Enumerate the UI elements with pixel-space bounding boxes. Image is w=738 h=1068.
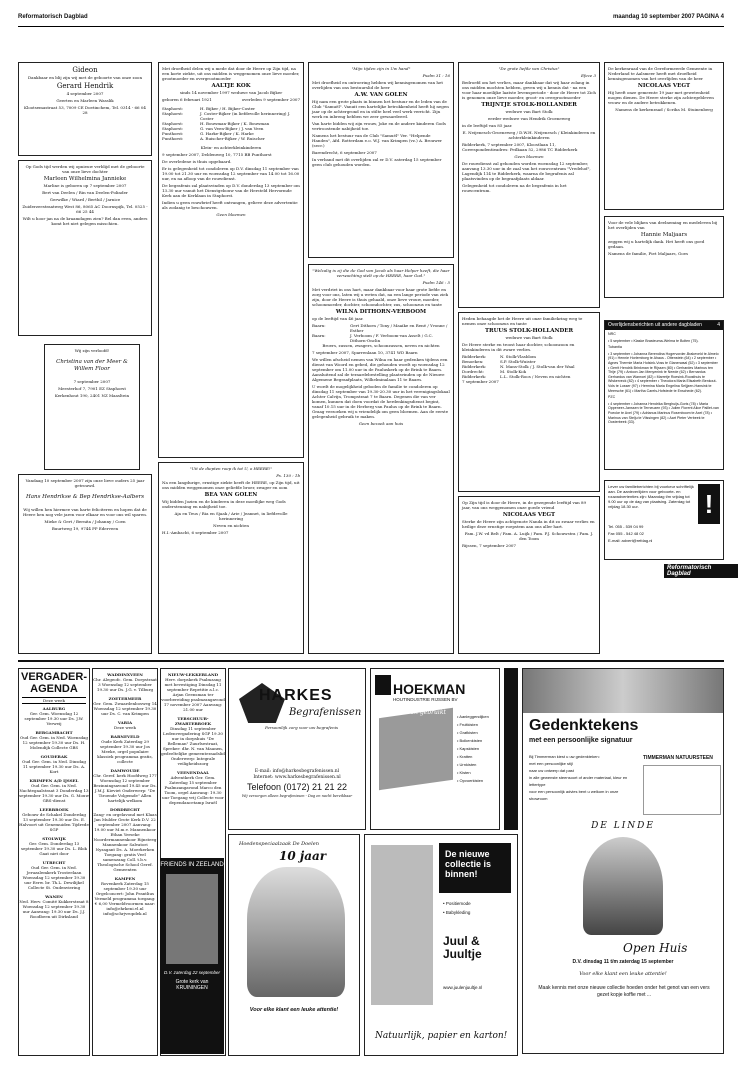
family-place: Ridderkerk: — [462, 354, 487, 359]
friends-ad — [160, 858, 224, 1054]
ad-children: Mieke & Gert / Bernita / Johanny / Coen — [44, 519, 126, 524]
family-place: Staphorst: — [162, 111, 184, 116]
open-huis-date: D.V. dinsdag 11 t/m zaterdag 15 september — [572, 959, 674, 965]
born-date: geboren 6 februari 1921 — [162, 97, 212, 102]
deceased-name: TRUUS STOLK-HOLLANDER — [484, 328, 574, 334]
ad-family: Neven en nichten — [213, 523, 249, 528]
hoekman-sub: HOUTINDUSTRIE RIJSSEN BV — [393, 697, 458, 702]
agenda-place: LEERBROEK — [39, 807, 69, 812]
agenda-place: DORDRECHT — [109, 807, 141, 812]
agenda-item — [19, 894, 89, 919]
ad-address: Kerkenhout 190, 2401 NZ Maasltein — [54, 393, 130, 398]
agenda-sub: Deze week — [22, 697, 86, 704]
wood-image — [379, 708, 453, 790]
hoekman-items — [457, 713, 489, 785]
agenda-item — [161, 672, 225, 712]
harkes-brand2: Begrafenissen — [289, 707, 362, 718]
family-row — [312, 323, 450, 333]
ad-text: Met droefheid delen wij u mede dat door de Heere op Zijn tijd, na een korte ziekte, uit ons midden is weggenomen onze lieve moeder, grootmoeder en overgrootmoeder — [162, 66, 300, 81]
hoekman-brand: HOEKMAN — [393, 681, 466, 697]
ad-address: 7 september 2007, Sparrenlaan 10, 3741 WD Baarn — [312, 350, 418, 355]
agenda-item — [93, 720, 157, 730]
ad-text: Indien u geen rouwbrief heeft ontvangen, gelieve deze advertentie als zodanig te beschouwen. — [162, 200, 298, 210]
ad-place: Barendrecht, 6 september 2007 — [312, 150, 377, 155]
gedenk-sub: met een persoonlijke signatuur — [529, 737, 633, 744]
juul-ad — [364, 834, 518, 1056]
agenda-place: AALBURG — [42, 706, 66, 711]
thanks-hannie — [604, 216, 724, 298]
open-huis-attentie: Voor elke klant een leuke attentie! — [579, 971, 667, 977]
contact-email[interactable]: E-mail: advert@refdag.nl — [608, 538, 653, 543]
baby-photo — [371, 845, 433, 1005]
family-row — [162, 136, 300, 141]
ad-parents: Bert van Deelen / Rin van Deelen-Polinder — [42, 190, 128, 195]
family-row — [162, 111, 300, 121]
family-names: L.L. Stolk-Roos / Neven en nichten — [500, 374, 571, 379]
hoekman-ad — [370, 668, 500, 830]
agenda-details: Ger. Gem. Woensdag 12 september 19.30 uur Ds. J.W. Verweij — [24, 711, 84, 726]
ad-family: Broers, zussen, zwagers, schoonzussen, neven en nichten — [322, 343, 440, 348]
harkes-brand: HARKES — [259, 687, 333, 704]
agenda-item — [19, 730, 89, 750]
deceased-name: BEA VAN GOLEN — [204, 492, 258, 498]
linde-brand: DE LINDE — [591, 821, 655, 831]
page-date: maandag 10 september 2007 PAGINA 4 — [612, 14, 724, 20]
hat-photo — [583, 837, 663, 935]
page-number: 4 — [717, 322, 720, 328]
friends-title: FRIENDS IN ZEELAND — [160, 862, 224, 868]
ad-text: zeggen wij u hartelijk dank. Het heeft ons goed gedaan. — [608, 239, 705, 249]
ad-quote: "De grote liefde van Christus" — [498, 66, 560, 71]
juul-web[interactable]: www.juulenjuultje.nl — [443, 985, 483, 990]
list-item: met een persoonlijke stijl — [529, 761, 573, 766]
ad-date: 4 september 2007 — [66, 91, 104, 96]
obit-truus — [458, 312, 600, 492]
child-name: Marleen Wilhelmina Jannieke — [43, 176, 127, 182]
agenda-item — [93, 768, 157, 803]
agenda-title: VERGADER-AGENDA — [20, 671, 87, 695]
list-item: • Urnkisten — [457, 762, 477, 767]
ad-text: In verband met dit overlijden zal er D.V. zaterdag 15 september geen club gehouden worden. — [312, 157, 442, 167]
family-list — [162, 106, 300, 141]
hoekman-logo-icon — [375, 675, 391, 695]
deceased-name: AALTJE KOK — [211, 83, 251, 89]
family-names: N. Stolk-Vlasblom — [500, 354, 536, 359]
deceased-name: WILNA DITHORN-VERBOOM — [335, 309, 427, 315]
harkes-bottom: Wij verzorgen alleen begrafenissen - Dag en nacht bereikbaar — [241, 794, 353, 798]
agenda-item — [19, 807, 89, 832]
obit-lines — [605, 330, 723, 429]
kerkraad-notice — [604, 62, 724, 210]
list-item: • Bolkenkisten — [457, 738, 483, 743]
obit-aaltje — [158, 62, 304, 458]
ad-address: Buurtweg 19, 9744 PP Ederveen — [51, 526, 119, 531]
ad-place: H.I.-Ambacht, 6 september 2007 — [162, 530, 229, 535]
contact-tel: Tel. 055 - 539 04 99 — [608, 524, 644, 529]
ad-ref: Psalm 146 : 5 — [422, 280, 450, 285]
ad-text: U wordt de mogelijkheid geboden de familie te condoleren op dinsdag 11 september van 19.30-20.30 uur in het verenigingslokaal Achter Calvijn, Trompstraat 7 te Baarn. Degenen die van ver komen, kunnen dat doen voordat de herdenkingsdienst begint, vanaf 10.15 uur in de Herberg van Paulus op de Brink te Baarn. Graag verzoeken wij u vriendelijk om geen bloemen. Aan de eerste gelegenheid gebruik te maken. — [312, 384, 450, 419]
family-list — [462, 354, 596, 379]
obit-bea — [158, 462, 304, 654]
friends-text: Grote kerk van KRUININGEN — [175, 979, 209, 991]
ad-text: Voor de vele blijken van deelneming en medeleven bij het overlijden van — [608, 220, 718, 230]
ad-ref: Ps. 130 : 1b — [276, 473, 300, 478]
ad-text: Wij zijn verloofd! — [74, 348, 110, 353]
agenda-place: UTRECHT — [42, 860, 66, 865]
ad-ref: Efeze 3 — [580, 73, 596, 78]
ad-parents: Geerten en Marleen Wasslik — [56, 98, 114, 103]
ad-address: Ridderkerk, 7 september 2007, Kloostlaan 11, Correspondentieadres: Peilkaan 52, 2986 TC Ridderkerk — [462, 142, 578, 152]
died-date: overleden 9 september 2007 — [241, 97, 300, 102]
obit-line: NRC — [608, 332, 616, 336]
ad-text: Op Gods tijd werden wij opnieuw verblijd met de geboorte van onze lieve dochter — [25, 164, 145, 174]
ad-age: in de leeftijd van 85 jaar. — [462, 123, 513, 128]
ad-text: Wij bidden Jozien en de kinderen in deze moeilijke weg Gods ondersteuning en nabijheid toe. — [162, 499, 286, 509]
family-names: H. Bouwman-Bijker / K. Bouwman — [200, 121, 270, 126]
ad-footer: Geen bloemen — [216, 212, 246, 217]
ad-text: Bedroefd om het verlies, maar dankbaar dat wij haar zolang in ons midden mochten hebben, geven wij u kennis dat - na een voor haar moeilijke laatste levensperiode - door de Heere tot Zich is genomen onze lieve moeder, groot- en overgrootmoeder — [462, 80, 597, 100]
birth-gideon — [18, 62, 152, 156]
deceased-name: A.W. VAN GOLEN — [354, 92, 408, 98]
harkes-tag: Persoonlijk zorg voor uw begrafenis — [265, 725, 339, 730]
ad-quote: "Mijn tijden zijn in Uw hand" — [351, 66, 411, 71]
ad-address: Meesterhof 7, 7901 EZ Staphorst — [58, 386, 126, 391]
child-name: Gerard Hendrik — [56, 82, 114, 90]
agenda-details: Gebouw de Schakel Donderdag 13 september 19.30 uur Ds. E. Halvoort uit Genemuiden Tijdrede SGP — [19, 812, 89, 832]
agenda-place: BARNEVELD — [110, 734, 140, 739]
agenda-place: STOLWIJK — [42, 836, 66, 841]
ad-text: Na een langdurige, ernstige ziekte heeft de HEERE, op Zijn tijd, uit ons midden weggenomen onze geliefde broer, zwager en oom — [162, 480, 300, 490]
agenda-details: Ned. Herv. Comité Kukkerstraat 8 Woensdag 12 september 19.30 uur Aanvang: 19.30 uur Ds. J.J. Roodbeen uit Dirksland — [19, 899, 89, 919]
list-item: • Grafkisten — [457, 730, 478, 735]
contact-info — [604, 480, 724, 560]
vertical-banner — [504, 668, 518, 830]
family-names: M. Stolk-Kok — [500, 369, 527, 374]
exclamation-icon: ! — [698, 484, 720, 524]
ad-sub: weduwe van Bart Stolk — [505, 335, 553, 340]
list-item: • Babykleding — [443, 910, 471, 915]
obit-golen — [308, 62, 454, 258]
other-obits-title — [605, 321, 723, 330]
section-title: Overlijdensberichten uit andere dagbladen — [608, 322, 702, 328]
agenda-details: Rovenkerk Zaterdag 15 september 19.30 uur Orgelconcert: John Prantlius Vermeld programma toegang: € 6,00 Vermeldvoormen naar: info@ehrkeni.vl.nl info@schrjvropdek.nl — [94, 881, 156, 916]
agenda-item — [19, 706, 89, 726]
agenda-details: Herv. dorpskerk Psalmzang met bevestiging Dinsdag 11 september Repetitie a.l.c. Arjan Geensman ter voorbereiding psalmzangavond 17 november 2007 Aanvang: 21.00 uur — [161, 677, 225, 712]
other-obits — [604, 320, 724, 470]
agenda-details: Oud Ger. Gem. in Ned. Jeruzalemkerk Trosteelaan Woensdag 12 september 19.30 uur Eerw. br. Th.L. Dewilijkel Collecte St. Oudenviering — [22, 865, 86, 890]
deceased-name: TRIJNTJE STOLK-HOLLANDER — [481, 102, 577, 108]
ad-text: Van harte bidden wij zijn vrouw, Joke en de andere kinderen Gods vertroostende nabijheid toe. — [312, 121, 446, 131]
ad-text: Er is gelegenheid tot condoleren op D.V. dinsdag 11 september van 19.00 tot 21.30 uur en woensdag 12 september van 14.00 tot 16.00 uur, en na afloop van de rouwdienst. — [162, 166, 300, 181]
family-row — [312, 333, 450, 343]
band-photo — [166, 874, 218, 964]
family-place: Staphorst: — [162, 126, 184, 131]
ad-text: Hij heeft onze gemeente 19 jaar met gewetenheid mogen dienen. De Heere sterke zijn achtergebleven vrouw en de andere betrokkenen. — [608, 90, 714, 105]
ad-text: De rouwdienst zal gehouden worden woensdag 12 september, aanvang 13.30 uur in de zaal van het rouwcentrum "Vredehof", Lagendijk 114 te Ridderkerk, waarna de begrafenis zal plaatsvinden op de begraafplaats aldaar. — [462, 161, 591, 181]
family-place: Staphorst: — [162, 106, 184, 111]
contact-fax: Fax 055 - 542 48 02 — [608, 531, 644, 536]
ad-quote: "Welzalig is zij die de God van Jacob als haar Helper heeft, die haar verwachting stelt op de HEERE, haar God." — [312, 268, 450, 278]
ad-text: Wij willen hen hiermee van harte feliciteren en hopen dat de Heere hen nog vele jaren voor elkaar en voor ons wil sparen. — [22, 507, 148, 517]
list-item: • Kapskisten — [457, 746, 480, 751]
family-names: J. Verboom / F. Verboom-van Asselt / G.C. Dithorn-Onclin — [350, 333, 433, 343]
ad-family: Fam. J.W. vd Belt / Fam. A. Luijk / Fam. P.J. Schouwstra / Fam. J. den Toom — [464, 531, 594, 541]
agenda-place: WADDINXVEEN — [107, 672, 143, 677]
list-item: in alle gewenste steensoort of ander materiaal, kleur en lettertype — [529, 775, 628, 787]
family-names: N. Mans-Stolk / J. Stolk-van der Waal — [500, 364, 575, 369]
agenda-place: DAMWOUDE — [110, 768, 140, 773]
ad-text: We willen afscheid nemen van Wilna en haar gedenken tijdens een dienst van Woord en gebed, die gehouden wordt op woensdag 12 september om 11.00 uur in de Pauluskerk op de Brink te Baarn. Aansluitend zal de teraardebestelling plaatsvinden op de Nieuwe Algemene Begraafplaats, Wilhelminalaan 11 te Baarn. — [312, 357, 448, 382]
family-place: Punthorst: — [162, 131, 184, 136]
harkes-ad — [228, 668, 366, 830]
agenda-list — [19, 706, 89, 919]
ad-text: De Heere sterke en troost haar dochter, schoonzoon en kleinkinderen in dit zware verlies. — [462, 342, 575, 352]
obit-wilna — [308, 264, 454, 654]
ad-board: Namens het bestuur van de Club "Samuël" Ver. "Helpende Handen", Afd. Rotterdam e.o. W.J. van Krimpen (vz.) A. Brouwer (secr.) — [312, 133, 442, 148]
list-item: • Aanleggendijken — [457, 714, 489, 719]
agenda-details: Oud Ger. Gem. in Ned. Dinsdag 11 september 19.30 uur Ds. A. Kort — [22, 759, 86, 774]
ad-text: Heden behaagde het de Heere uit onze familiekring weg te nemen onze schoonzus en tante — [462, 316, 583, 326]
family-list — [312, 323, 450, 343]
obit-line: PZC — [608, 395, 616, 400]
ad-title: Gideon — [72, 66, 98, 74]
agenda-details: Deze week — [114, 725, 136, 730]
gedenk-title: Gedenktekens — [529, 717, 639, 734]
woman-hat-photo — [247, 867, 345, 997]
agenda-place: GOUDERAK — [40, 754, 68, 759]
ad-text: Sterke de Heere zijn achtgenote Nanda in dit zo zwaar verlies en heilige deze ernstige roepstem aan ons aller hart. — [462, 519, 595, 529]
agenda-item — [93, 696, 157, 716]
ad-ref: Psalm 31 : 16 — [422, 73, 450, 78]
juul-brand: Juul & Juultje — [443, 934, 482, 961]
agenda-item — [161, 770, 225, 805]
ad-text: Hij nam een grote plaats in binnen het bestuur en de leden van de Club "Samuël". Vanuit een hartelijke betrokkenheid heeft hij negen jaar op de achtergrond en in stilte heel veel werk verricht. Zijn werk en inbreng hebben we zeer gewaardeerd. — [312, 99, 449, 119]
family-names: H. Bijker / H. Bijker-Coster — [200, 106, 256, 111]
agenda-item — [93, 876, 157, 916]
obit-line: • 3 september • Johanna Berendina Hogervorder-Brakeveld te Almelo (91) • Hennie Horlemborg te Ahaus - Ottenstein (64) • 2 september • Agnes Thermie Maria Holsink-Voss te Glanerwaal (52) • 3 september • Gerrit Hendrik Brinkman te Rijssen (80) • Gerhardes Marinus ten Thije (79) • Antoon Jan Menyenink te Neede (62) • Bernardus Gerhardus van Wanroei (82) • Marretje Roesink-Roosthuis te Wiskerveck (82) • 4 september • Theodora Maria Elisabeth Benkout-Vols te Losser (97) • Hermina Maria Engelina Seljjzen-Hansink te Meersche (61) • Martha Carels-Hofstede te Enschede (62). — [608, 351, 719, 393]
gedenk-list — [529, 753, 637, 802]
ad-family: Aja en Teus / Ria en Sjaak / Arie / Jeannet, in liefdevolle herinnering — [174, 511, 288, 521]
deceased-name: NICOLAAS VEGT — [502, 512, 556, 518]
ad-date: Marline is geboren op 7 september 2007 — [43, 183, 127, 188]
family-names: G. van Veen-Bijker / J. van Veen — [200, 126, 264, 131]
list-item: • Positiemode — [443, 901, 471, 906]
brand-logo: Reformatorisch Dagblad — [664, 564, 738, 578]
ad-date: 7 september 2007 — [462, 379, 499, 384]
open-huis-title: Open Huis — [623, 941, 688, 955]
ad-visit: Wilt u hoor jan na de kraamdagen zien? Bel dan even, anders komt het niet gelegen misschien. — [22, 216, 148, 226]
doelen-title: Hoedenspeciaalzaak De Doelen — [239, 841, 319, 847]
agenda-place: WANEN — [45, 894, 63, 899]
agenda-details: Adventkerk Ger. Gem. Zaterdag 15 september Psalmzangavond Marco den Toom, orgel Aanvang: 19.30 uur Toegang vrij Collecte voor dependancetamp Israël — [162, 775, 224, 805]
agenda-list — [161, 672, 225, 805]
obit-line: • 5 september • Klaske Brasteuma-Welma te Bolten (75). — [608, 338, 699, 343]
ad-text: Lever uw familieberichten bij voorkeur schriftelijk aan. De aanleverlijden voor geboorte- en rouwadvertenties zijn: Maandag t/m vrijdag tot 9.00 uur op de dag van plaatsing. Zaterdag tot vrijdag 18.30 uur. — [608, 484, 694, 509]
obit-line: Tubantia — [608, 345, 622, 350]
ad-text: Gelegenheid tot condoleren na de begrafenis in het rouwcentrum. — [462, 183, 567, 193]
agenda-item — [93, 734, 157, 764]
ad-age: op de leeftijd van 46 jaar. — [312, 316, 364, 321]
list-item: • Opvoerkisten — [457, 778, 484, 783]
agenda-item — [19, 778, 89, 803]
harkes-email[interactable]: E-mail: info@harkesbegrafenissen.nl — [254, 769, 340, 774]
ad-sub: sinds 14 november 1997 weduwe van Jacob Bijker — [179, 90, 283, 95]
address-block — [643, 765, 721, 815]
ad-sub: eerder weduwe van Hendrik Groeneweg — [487, 116, 571, 121]
agenda-col1 — [18, 668, 90, 1056]
ad-quote: "Uit de diepten roep ik tot U, o HEERE!" — [189, 466, 273, 471]
agenda-col2 — [92, 668, 158, 1056]
agenda-place: BERGAMBACHT — [35, 730, 73, 735]
ad-sign: Namens de familie, Piet Maljaars, Goes — [608, 251, 689, 256]
agenda-place: NIEUW-LEKKERLAND — [167, 672, 219, 677]
agenda-place: TERSCHUUR-ZWARTEBROEK — [174, 716, 212, 726]
obit-line: • 4 september • Johanna Hendrika Berghuijs-Goris (78) • Maria Oppeneer-Janssen te Terneuzen (93) • Julien Florent Alice Paillet-van Poecke te Axel (79) • Adrianus Marinus Rosenboom te Axel (78) • Marinus van Stelju te Vlissingen (82) • Aart Pieter Verbeek te Oosterbeek (33). — [608, 401, 719, 425]
ad-text: Met droefheid en ontroering hebben wij kennisgenomen van het overlijden van ons bestuurslid de heer — [312, 80, 443, 90]
ad-address: 9 september 2007, Deldenweg 10, 7715 BB Punthorst — [162, 152, 272, 157]
couple-names: Christina van der Meer & Willem Floor — [56, 359, 128, 372]
agenda-item — [19, 836, 89, 856]
agenda-list — [93, 672, 157, 916]
family-place: Baarn: — [312, 323, 326, 328]
family-place: Ridderkerk: — [462, 374, 487, 379]
agenda-details: Zang- en orgelavond met Klaas Jan Mulder Grote Kerk D.V. 22 september 2007 Aanvang: 19.00 uur M.m.v. Mannenkoor Ethan Yerseke Noordermannenkoor Rijnsteeg Mannenkoor Salvatori Nyzagant Ds. A. Moerkerken Toegang: gratis Veel samenzang Coll. t.b.v. Theologische School Geref. Gemeenten — [93, 812, 157, 872]
stone-photo — [523, 669, 723, 713]
ad-text: Met verdriet in ons hart, maar dankbaar voor haar grote liefde en zorg voor ons, laten wij u weten dat, na een lange periode van ziek zijn, door de Heere is thuis gehaald, onze lieve vrouw, moeder, schoonmoeder, dochter, schoondochter, zus, schoonzus en tante — [312, 287, 449, 307]
engagement — [44, 344, 140, 470]
family-place: Staphorst: — [162, 121, 184, 126]
obit-trijntje — [458, 62, 600, 308]
ad-siblings: Gerwilke / Wiard / Berthil / Jarnice — [49, 197, 121, 202]
divider — [18, 660, 724, 662]
doelen-years: 10 jaar — [279, 849, 327, 863]
family-place: Baarn: — [312, 333, 326, 338]
doelen-ad — [228, 834, 360, 1056]
anniversary — [18, 474, 152, 654]
ad-place: Rijssen, 7 september 2007 — [462, 543, 516, 548]
family-names: S.P. Stolk-Wuister — [500, 359, 536, 364]
agenda-details: Dinsdag 11 september Ledenvergadering SGP 19.30 uur in dorpshuis "De Belleman" Zuurlsestraat, Spreker: dhr. N. van Maanen, gedeeltelijke gemeenteraadslid Onderwerp: Integrale veiligheidszorg — [161, 726, 225, 766]
ad-text: De begrafenis zal plaatsvinden op D.V. donderdag 13 september om 13.30 uur vanuit het Dienstgebouw van de Hersteld Hervormde Kerk aan de Kerklaan in Staphorst. — [162, 183, 300, 198]
doelen-claim: Voor elke klant een leuke attentie! — [249, 1007, 339, 1013]
juul-promo: De nieuwe collectie is binnen! — [439, 843, 511, 893]
agenda-place: VEENENDAAL — [176, 770, 210, 775]
list-item: Bij Timmerman kiest u uw gedenkteken: — [529, 754, 600, 759]
ad-text: Vandaag 10 september 2007 zijn onze lieve ouders 25 jaar getrouwd. — [25, 478, 145, 488]
ad-nb: Geen bloemen — [514, 154, 544, 159]
obit-nicolaas — [458, 496, 600, 654]
agenda-details: Oude Kerk Zaterdag 29 september 19.30 uur Jos Meeke, orgel populaire klassiek programma gratis, collecte — [97, 739, 153, 764]
agenda-item — [19, 860, 89, 890]
deceased-name: NICOLAAS VEGT — [637, 83, 691, 89]
family-place: Dordrecht: — [462, 369, 485, 374]
agenda-place: KAMPEN — [114, 876, 136, 881]
agenda-details: Chr. Alegeofc. Gem. Dorpstraat 3 Woensdag 12 september 19.30 uur Ds. J.G. v. Tilburg — [93, 677, 157, 692]
family-place: Ridderkerk: — [462, 364, 487, 369]
list-item: • Kratten — [457, 754, 473, 759]
agenda-details: Ger. Gem. Zwaardenbosweg 14 Woensdag 12 september 19.30 uur Ds. C. van Krimpen — [93, 701, 157, 716]
agenda-place: VARIA — [117, 720, 133, 725]
harkes-web[interactable]: Internet: www.harkesbegrafenissen.nl — [253, 775, 341, 780]
agenda-item — [93, 672, 157, 692]
ad-text: De kerkenraad van de Gereformeerde Gemeente in Nederland te Aalsmeer heeft met droefheid kennisgenomen van het overlijden van de heer — [608, 66, 713, 81]
juul-slogan: Natuurlijk, papier en karton! — [375, 1031, 508, 1041]
ad-text: Dankbaar en blij zijn wij met de geboorte van onze zoon — [27, 75, 143, 80]
list-item: naar uw ontwerp dat past — [529, 768, 574, 773]
paper-name: Reformatorisch Dagblad — [18, 14, 88, 20]
ad-footer: Geen bezoek aan huis — [358, 421, 404, 426]
ad-sub: weduwe van Bart Stolk — [505, 109, 553, 114]
ad-grand: Klein- en achterkleinkinderen — [200, 145, 262, 150]
agenda-details: Chr. Geref. kerk Hoofdweg 177 Woensdag 12 september Bezinningsavond 19.45 uur Ds. J.M.J. Kieviet Onderwerp: "De Tiroende Volgemde" Allen hartelijk welkom — [93, 773, 157, 803]
list-item: • Kisten — [457, 770, 471, 775]
harkes-tel: Telefoon (0172) 21 21 22 — [246, 782, 348, 792]
family-place: Benoeken: — [462, 359, 484, 364]
agenda-item — [19, 754, 89, 774]
ad-family: E. Neijenesch-Groeneweg / D.W.H. Neijenesch / Kleinkinderen en achterkleinkinderen — [462, 130, 596, 140]
family-place: Punthorst: — [162, 136, 184, 141]
timmerman-ad — [522, 668, 724, 1054]
family-names: G. Harke-Bijker / K. Harke — [200, 131, 254, 136]
ad-address: Klootsemastraat 53, 7009 CE Doetinchem, Tel. 0314 - 66 04 28 — [24, 105, 146, 115]
page-header — [18, 14, 724, 27]
juul-items — [443, 899, 471, 917]
agenda-details: Oud Ger. Gem. in Ned. Woensdag 12 september 19.30 uur Ds. H. Molendijk Collecte GBS — [19, 735, 88, 750]
list-item: • Fruitkisten — [457, 722, 478, 727]
ad-address: Zuiderzeestraatweg West 86, 8065 AC Doornspijk, Tel. 0525 - 66 25 44 — [22, 204, 148, 214]
open-huis-text: Maak kennis met onze nieuwe collectie hoeden onder het genot van een vers gezet kopje koffie met ... — [538, 985, 710, 998]
agenda-details: Oud Ger. Gem. in Ned. Nachtegaalstraat 3 Donderdag 13 september 19.30 uur Ds. G. Mouw GBS-dienst — [19, 783, 89, 803]
couple-names: Hans Hendrikse & Bep Hendrikse-Aalbers — [25, 494, 145, 500]
person-name: Hannie Maljaars — [640, 232, 688, 238]
gedenk-company: TIMMERMAN NATUURSTEEN — [643, 755, 713, 761]
list-item: voor een persoonlijk advies bent u welkom in onze showroom — [529, 789, 619, 801]
agenda-place: ZOETERMEER — [108, 696, 142, 701]
family-names: Gert Dithorn / Tony / Maaike en René / Yvonne / Esther — [350, 323, 448, 333]
ad-text: De overledene is thuis opgebaard. — [162, 159, 232, 164]
agenda-item — [93, 807, 157, 872]
ad-sign: Namens de kerkenraad / Scriba M. Stuinenberg — [615, 107, 713, 112]
family-names: J. Coster-Bijker (in liefdevolle herinnering) J. Coster — [200, 111, 291, 121]
family-names: A. Ruischer-Bijker / W. Ruischer — [200, 136, 265, 141]
hoekman-script: Nieuw en gebruikt — [389, 709, 446, 716]
ad-text: Op Zijn tijd is door de Heere, in de gezegende leeftijd van 89 jaar, van ons weggenomen onze goede vriend — [462, 500, 587, 510]
ad-date: 7 september 2007 — [73, 379, 111, 384]
agenda-item — [161, 716, 225, 766]
agenda-details: Ger. Gem. Donderdag 13 september 19.30 uur Ds. L. Blok Gaat niet door — [21, 841, 87, 856]
agenda-place: KRIMPEN A/D IJSSEL — [29, 778, 79, 783]
birth-marleen — [18, 160, 152, 336]
friends-date: D.V. zaterdag 22 september — [164, 970, 220, 975]
